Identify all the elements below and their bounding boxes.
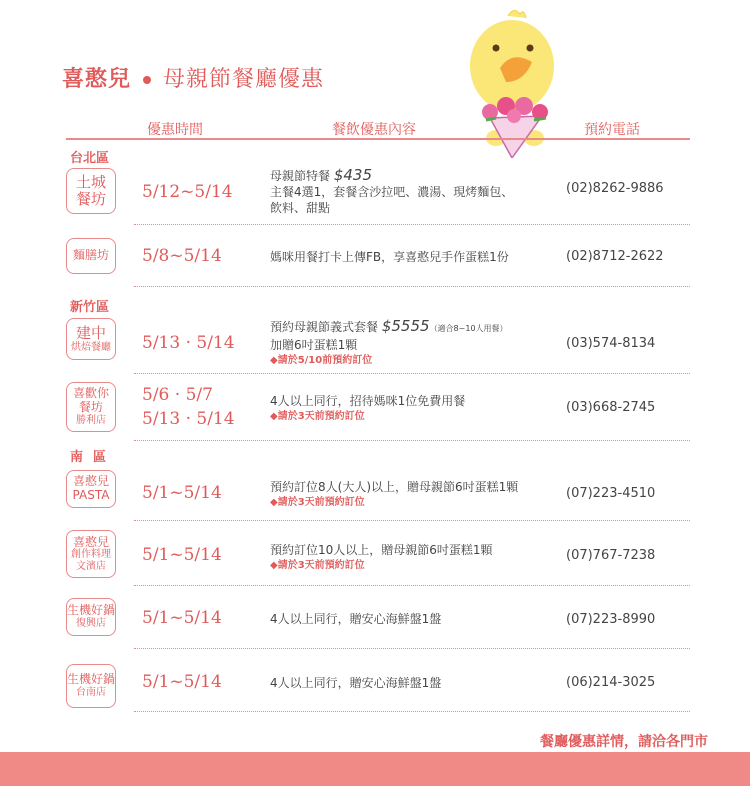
row-divider <box>134 648 690 649</box>
reservation-note: ◆請於5/10前預約訂位 <box>270 355 373 366</box>
phone-number: (06)214-3025 <box>566 675 656 690</box>
store-tag-jianzhong <box>66 318 116 360</box>
phone-number: (02)8262-9886 <box>566 181 664 196</box>
store-tag-line: 台南店 <box>76 687 106 699</box>
offer-details <box>270 611 441 627</box>
row-divider <box>134 711 690 712</box>
offer-line: 媽咪用餐打卡上傳FB，享喜憨兒手作蛋糕1份 <box>270 250 509 264</box>
store-tag-wenbin <box>66 530 116 578</box>
header-offer: 餐飲優惠內容 <box>332 122 416 138</box>
footer-bar <box>0 752 750 786</box>
offer-dates: 5/1~5/14 <box>142 672 222 692</box>
brand-name: 喜憨兒 <box>62 67 132 92</box>
header-divider <box>66 138 690 140</box>
offer-dates <box>142 383 235 431</box>
phone-number: (07)223-8990 <box>566 612 656 627</box>
store-tag-line: 勝利店 <box>76 415 106 427</box>
offer-line: 4人以上同行，贈安心海鮮盤1盤 <box>270 676 442 690</box>
row-divider <box>134 520 690 521</box>
offer-line: 4人以上同行，贈安心海鮮盤1盤 <box>270 612 442 626</box>
region-hsinchu: 新竹區 <box>70 300 110 315</box>
store-tag-xihuanni <box>66 382 116 432</box>
offer-line: 加贈6吋蛋糕1顆 <box>270 338 358 352</box>
store-tag-tucheng <box>66 168 116 214</box>
offer-details <box>270 479 518 511</box>
store-tag-pasta <box>66 470 116 508</box>
header-phone: 預約電話 <box>584 122 640 138</box>
offer-line: 預約母親節義式套餐 <box>270 320 379 334</box>
offer-dates: 5/12~5/14 <box>142 182 233 202</box>
reservation-note: ◆請於3天前預約訂位 <box>270 560 365 571</box>
store-tag-line: 喜歡你 <box>72 386 109 401</box>
reservation-note: ◆請於3天前預約訂位 <box>270 411 365 422</box>
offer-dates: 5/1~5/14 <box>142 483 222 503</box>
offer-details <box>270 675 441 691</box>
offer-details <box>270 249 509 265</box>
store-tag-line: 餐坊 <box>75 190 106 208</box>
phone-number: (07)223-4510 <box>566 486 656 501</box>
region-south: 南區 <box>70 450 117 465</box>
store-tag-line: 餐坊 <box>78 400 103 415</box>
footer-note: 餐廳優惠詳情，請洽各門市 <box>540 734 708 750</box>
offer-line: 飲料、甜點 <box>270 201 331 215</box>
offer-dates: 5/1~5/14 <box>142 545 222 565</box>
store-tag-line: 創作料理 <box>71 549 111 561</box>
store-tag-line: 喜憨兒 <box>72 534 109 549</box>
row-divider <box>134 585 690 586</box>
offer-line: 主餐4選1，套餐含沙拉吧、濃湯、現烤麵包、 <box>270 185 514 199</box>
offer-line: 預約訂位10人以上，贈母親節6吋蛋糕1顆 <box>270 543 493 557</box>
page-title <box>62 62 324 93</box>
offer-dates: 5/8~5/14 <box>142 246 222 266</box>
phone-number: (03)668-2745 <box>566 400 656 415</box>
store-tag-line: PASTA <box>72 488 110 502</box>
offer-details <box>270 167 513 216</box>
store-tag-line: 生機好鍋 <box>67 672 116 687</box>
row-divider <box>134 224 690 225</box>
store-tag-line: 復興店 <box>76 618 106 630</box>
offer-price: $5555 <box>381 317 430 335</box>
offer-date-line: 5/13 · 5/14 <box>142 409 235 429</box>
store-tag-line: 生機好鍋 <box>67 603 116 618</box>
store-tag-tainan <box>66 664 116 708</box>
phone-number: (02)8712-2622 <box>566 249 664 264</box>
phone-number: (07)767-7238 <box>566 548 656 563</box>
offer-details <box>270 393 465 425</box>
offer-price: $435 <box>333 166 373 184</box>
store-tag-fuxing <box>66 598 116 636</box>
offer-dates: 5/13 · 5/14 <box>142 333 235 353</box>
store-tag-line: 烘焙餐廳 <box>71 341 111 353</box>
page-subtitle: 母親節餐廳優惠 <box>163 67 325 92</box>
store-tag-line: 喜憨兒 <box>72 474 109 489</box>
title-dot <box>143 76 151 84</box>
store-tag-mianshanfang <box>66 238 116 274</box>
offer-details <box>270 318 508 369</box>
reservation-note: ◆請於3天前預約訂位 <box>270 497 365 508</box>
region-taipei: 台北區 <box>70 151 110 166</box>
offer-line: 母親節特餐 <box>270 169 331 183</box>
row-divider <box>134 286 690 287</box>
offer-details <box>270 542 493 574</box>
store-tag-line: 文濱店 <box>76 560 106 572</box>
offer-date-line: 5/6 · 5/7 <box>142 385 213 405</box>
offer-dates: 5/1~5/14 <box>142 608 222 628</box>
header-period: 優惠時間 <box>147 122 203 138</box>
phone-number: (03)574-8134 <box>566 336 656 351</box>
row-divider <box>134 440 690 441</box>
store-tag-line: 土城 <box>75 172 106 191</box>
store-tag-line: 建中 <box>75 323 106 342</box>
row-divider <box>134 373 690 374</box>
offer-line: 4人以上同行，招待媽咪1位免費用餐 <box>270 394 466 408</box>
offer-line: （適合8~10人用餐） <box>429 324 508 333</box>
offer-line: 預約訂位8人(大人)以上，贈母親節6吋蛋糕1顆 <box>270 480 519 494</box>
chick-mascot-icon <box>462 8 562 158</box>
store-tag-line: 麵膳坊 <box>72 248 109 263</box>
